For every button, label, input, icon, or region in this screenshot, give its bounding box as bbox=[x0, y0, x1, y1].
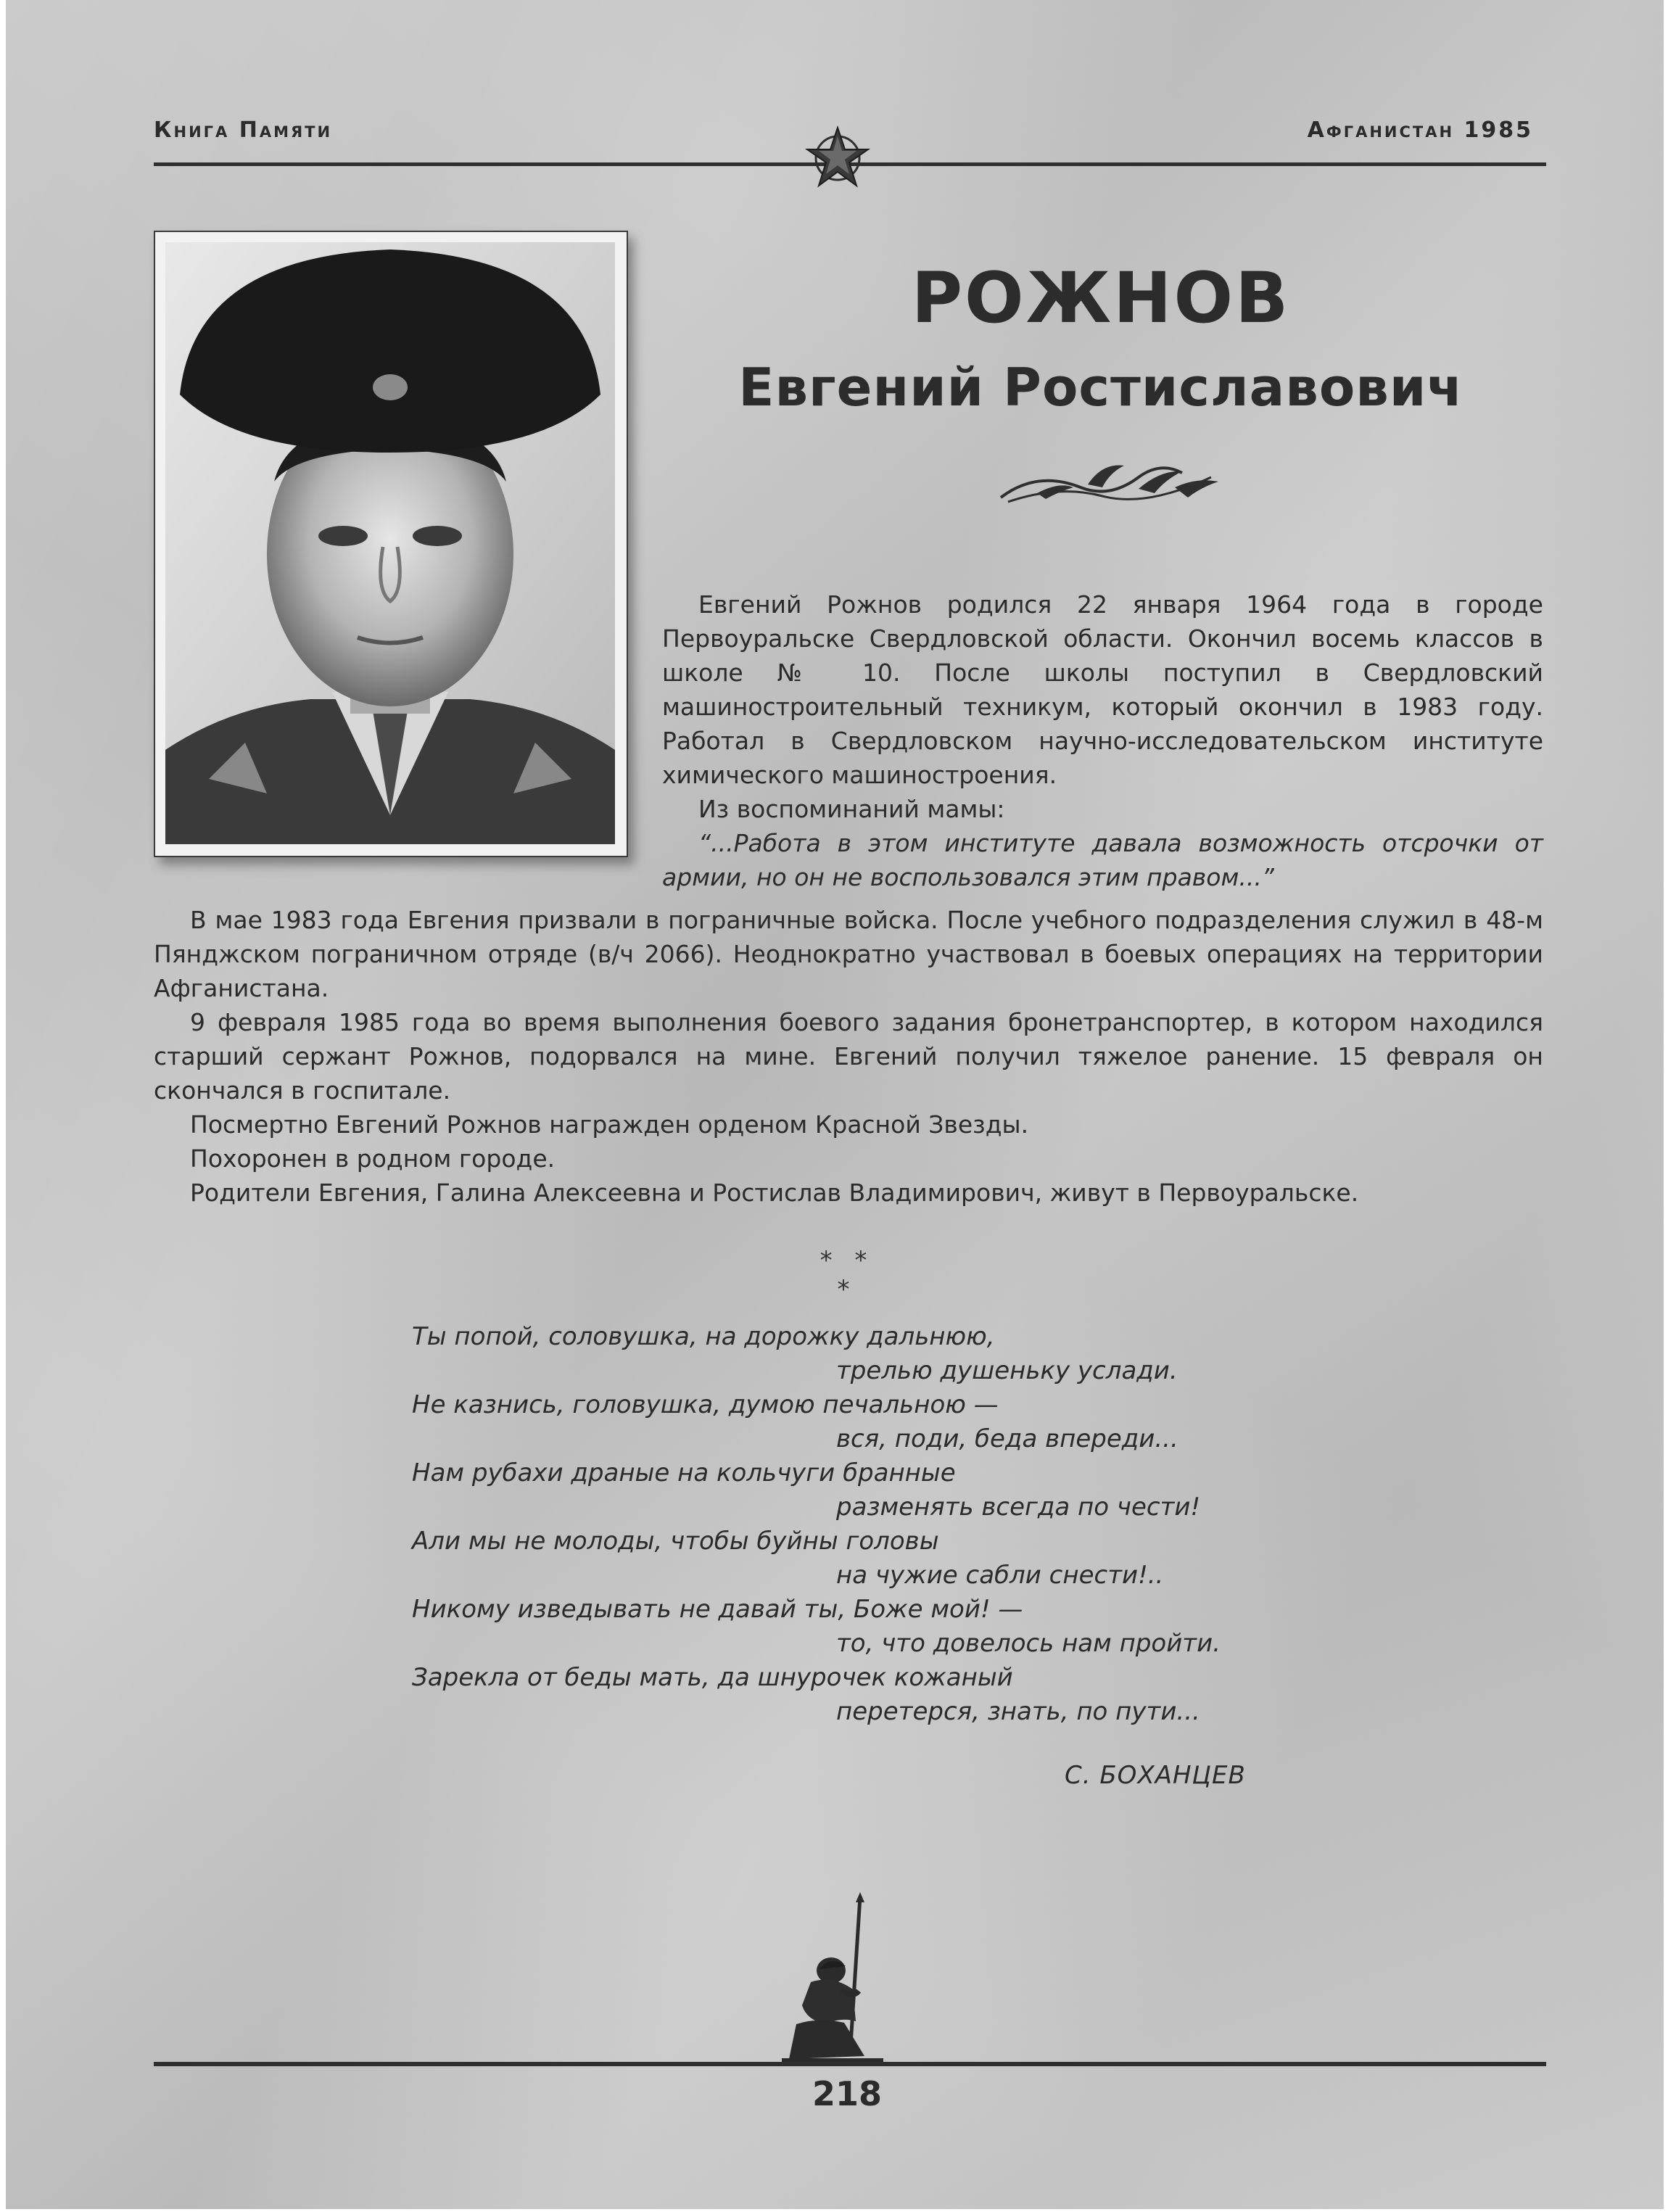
bio-paragraph: 9 февраля 1985 года во время выполнения боевого задания бронетранспортер, в котором находился старший сержант Рожнов, подорвался на мине. Евгений получил тяжелое ранение. 15 февраля он скончался в госпитале. bbox=[154, 1008, 1543, 1105]
bio-paragraph: Евгений Рожнов родился 22 января 1964 года в городе Первоуральске Свердловской области. Окончил восемь классов в школе № 10. После школы поступил в Свердловский машиностроительный техникум, который окончил в 1983 году. Работал в Свердловском научно-исследовательском институте химического машиностроения. bbox=[662, 590, 1543, 789]
poem-line: перетерся, знать, по пути... bbox=[836, 1697, 1200, 1726]
portrait-frame bbox=[154, 231, 628, 857]
poem bbox=[412, 1320, 1355, 1729]
poem-author: С. БОХАНЦЕВ bbox=[1065, 1761, 1246, 1790]
given-names: Евгений Ростиславович bbox=[738, 357, 1463, 418]
poem-line: вся, поди, беда впереди... bbox=[836, 1424, 1178, 1453]
star-icon bbox=[801, 122, 874, 194]
flourish-ornament-icon bbox=[994, 455, 1224, 515]
poem-line: то, что довелось нам пройти. bbox=[836, 1629, 1221, 1658]
poem-line: на чужие сабли снести!.. bbox=[836, 1561, 1164, 1590]
mother-quote: “...Работа в этом институте давала возможность отсрочки от армии, но он не воспользовался этим правом...” bbox=[662, 829, 1543, 891]
header-book-title: Книга Памяти bbox=[154, 117, 333, 143]
biography-bottom bbox=[154, 903, 1543, 1210]
page-sheet bbox=[6, 0, 1664, 2209]
surname: РОЖНОВ bbox=[911, 257, 1291, 339]
section-separator: * * * bbox=[819, 1246, 875, 1304]
header-section-title: Афганистан 1985 bbox=[1307, 117, 1533, 143]
poem-line: Ты попой, соловушка, на дорожку дальнюю, bbox=[412, 1322, 995, 1351]
page-number: 218 bbox=[812, 2074, 883, 2113]
poem-line: разменять всегда по чести! bbox=[836, 1493, 1201, 1522]
poem-line: Никому изведывать не давай ты, Боже мой! — bbox=[412, 1595, 1023, 1624]
poem-line: Зарекла от беды мать, да шнурочек кожаный bbox=[412, 1663, 1013, 1692]
kneeling-soldier-icon bbox=[775, 1889, 891, 2063]
poem-line: Нам рубахи драные на кольчуги бранные bbox=[412, 1458, 956, 1487]
bio-paragraph: В мае 1983 года Евгения призвали в пограничные войска. После учебного подразделения служил в 48-м Пянджском пограничном отряде (в/ч 2066). Неоднократно участвовал в боевых операциях на территории Афганистана. bbox=[154, 906, 1543, 1002]
bio-paragraph: Из воспоминаний мамы: bbox=[698, 795, 1005, 823]
biography-top bbox=[662, 587, 1543, 894]
bio-paragraph: Посмертно Евгений Рожнов награжден орденом Красной Звезды. bbox=[190, 1110, 1029, 1139]
poem-line: трелью душеньку услади. bbox=[836, 1356, 1178, 1385]
bio-paragraph: Похоронен в родном городе. bbox=[190, 1144, 556, 1173]
poem-line: Не казнись, головушка, думою печальною — bbox=[412, 1390, 999, 1419]
portrait-photo bbox=[165, 242, 615, 844]
poem-line: Али мы не молоды, чтобы буйны головы bbox=[412, 1527, 939, 1556]
bio-paragraph: Родители Евгения, Галина Алексеевна и Ростислав Владимирович, живут в Первоуральске. bbox=[190, 1179, 1359, 1207]
footer-rule bbox=[154, 2062, 1546, 2066]
